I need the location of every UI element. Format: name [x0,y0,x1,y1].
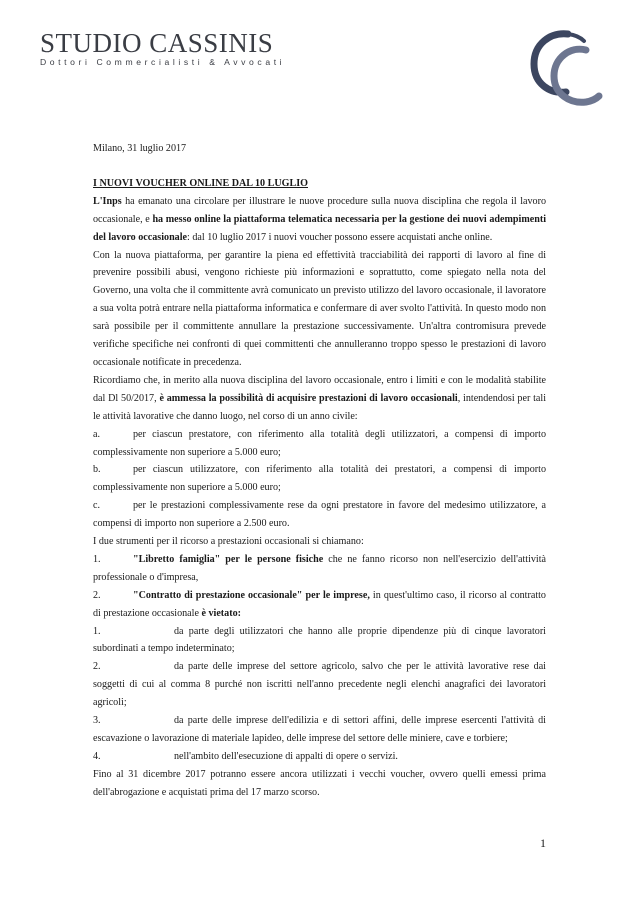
tool-name: "Libretto famiglia" per le persone fisiche [133,553,324,565]
paragraph-platform: Con la nuova piattaforma, per garantire la piena ed effettività tracciabilità dei rapporti di lavoro al fine di prevenire possibili abusi, vengono richieste più informazioni e soprattutto, come spiegato nella nota del Governo, una volta che il committente avrà comunicato un previsto utilizzo del lavoro occasionale, il lavoratore a sua volta potrà entrare nella piattaforma informatica e confermare di aver svolto l'attività. In questo modo non sarà possibile per il committente annullare la prestazione successivamente. Un'altra contromisura prevede verifiche specifiche nei confronti di quei committenti che annulleranno troppo spesso le prestazioni di lavoro occasionale notificate in precedenza. [93,249,546,368]
list-item-text: da parte degli utilizzatori che hanno alle proprie dipendenze più di cinque lavoratori subordinati a tempo indeterminato; [93,625,546,655]
paragraph-intro [93,193,546,247]
list-marker: 2. [93,589,101,601]
list-marker: a. [93,428,101,440]
list-marker: 3. [93,715,101,727]
list-item-text: nell'ambito dell'esecuzione di appalti di opere o servizi. [174,750,398,762]
list-marker: 4. [93,750,101,762]
list-item-text: per ciascun prestatore, con riferimento alla totalità degli utilizzatori, a compensi di importo complessivamente non superiore a 5.000 euro; [93,428,546,458]
letter-body [93,140,546,802]
list-item [93,623,546,659]
paragraph-closing: Fino al 31 dicembre 2017 potranno essere ancora utilizzati i vecchi voucher, ovvero quelli emessi prima dell'abrogazione e acquistati prima del 17 marzo scorso. [93,768,546,798]
brand-subtitle: Dottori Commercialisti & Avvocati [40,57,286,67]
list-item [93,658,546,712]
tool-name: "Contratto di prestazione occasionale" per le imprese, [133,589,370,601]
list-item-text: per ciascun utilizzatore, con riferimento alla totalità dei prestatori, a compensi di importo complessivamente non superiore a 5.000 euro; [93,464,546,494]
list-item-text: in quest'ultimo caso, il ricorso al contratto di prestazione occasionale [93,589,546,619]
paragraph-limits-end: , intendendosi per tali le attività lavorative che danno luogo, nel corso di un anno civile: [93,392,546,422]
inps-label: L'Inps [93,195,122,207]
list-item-text: per le prestazioni complessivamente rese da ogni prestatore in favore del medesimo utilizzatore, a compensi di importo non superiore a 2.500 euro. [93,500,546,530]
list-item [93,426,546,462]
paragraph-limits-highlight: è ammessa la possibilità di acquisire prestazioni di lavoro occasionali [159,392,458,404]
list-marker: 1. [93,553,101,565]
paragraph-intro-highlight: ha messo online la piattaforma telematica necessaria per la gestione dei nuovi adempimenti del lavoro occasionale [93,213,546,243]
prohibition-label: è vietato: [201,607,241,619]
list-item-text: che ne fanno ricorso non nell'esercizio dell'attività professionale o d'impresa, [93,553,547,583]
article-title: I NUOVI VOUCHER ONLINE DAL 10 LUGLIO [93,177,308,189]
list-item [93,748,546,766]
list-item [93,551,546,587]
letterhead [40,30,285,67]
paragraph-limits [93,372,546,426]
paragraph-intro-text: ha emanato una circolare per illustrare le nuove procedure sulla nuova disciplina che regola il lavoro occasionale, e [93,195,546,225]
list-item [93,461,546,497]
paragraph-intro-end: : dal 10 luglio 2017 i nuovi voucher possono essere acquistati anche online. [187,231,493,243]
list-item [93,587,546,623]
paragraph-tools: I due strumenti per il ricorso a prestazioni occasionali si chiamano: [93,536,364,548]
list-item-text: da parte delle imprese dell'edilizia e di settori affini, delle imprese esercenti l'attività di escavazione o lavorazione di materiale lapideo, delle imprese del settore delle miniere, cave e torbiere; [93,715,546,744]
brand-name: STUDIO CASSINIS [40,28,274,58]
list-item [93,712,546,748]
list-item-text: da parte delle imprese del settore agricolo, salvo che per le attività lavorative rese dai soggetti di cui al comma 8 purché non iscritti nell'anno precedente negli elenchi anagrafici dei lavoratori agricoli; [93,661,546,709]
list-marker: 2. [93,661,101,673]
list-marker: 1. [93,625,101,637]
letter-date: Milano, 31 luglio 2017 [93,143,187,154]
cc-monogram-logo [524,26,608,110]
paragraph-limits-text: Ricordiamo che, in merito alla nuova disciplina del lavoro occasionale, entro i limiti e con le modalità stabilite dal Dl 50/2017, [93,374,546,404]
page-number: 1 [540,836,546,850]
list-item [93,497,546,533]
list-marker: b. [93,464,101,476]
list-marker: c. [93,500,101,512]
